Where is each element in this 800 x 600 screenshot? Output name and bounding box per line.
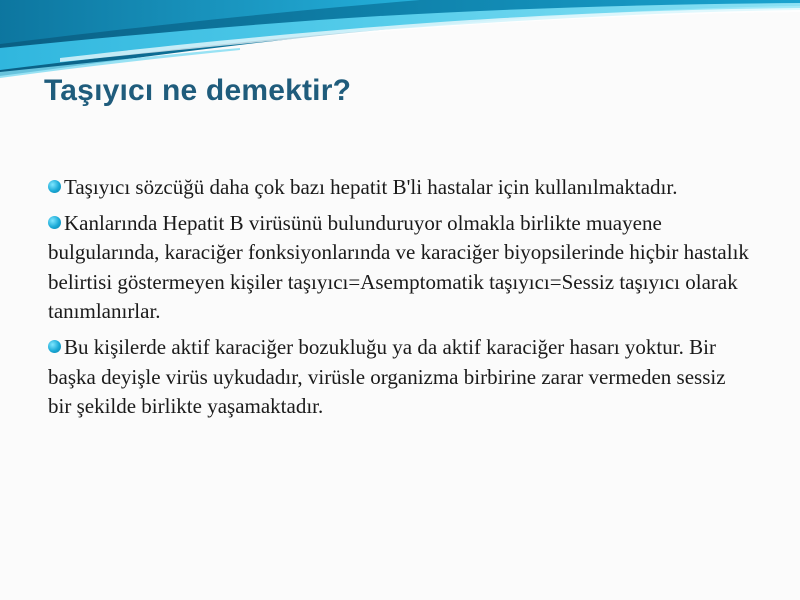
slide-title: Taşıyıcı ne demektir?: [44, 74, 352, 107]
bullet-item: [48, 209, 753, 327]
round-bullet-icon: [48, 216, 61, 229]
bullet-text: Kanlarında Hepatit B virüsünü bulunduruyor olmakla birlikte muayene bulgularında, karaciğer fonksiyonlarında ve karaciğer biyopsilerinde hiçbir hastalık belirtisi göstermeyen kişiler taşıyıcı=Asemptomatik taşıyıcı=Sessiz taşıyıcı olarak tanımlanırlar.: [48, 210, 749, 324]
bullet-text: Taşıyıcı sözcüğü daha çok bazı hepatit B'li hastalar için kullanılmaktadır.: [64, 175, 678, 199]
bullet-text: Bu kişilerde aktif karaciğer bozukluğu ya da aktif karaciğer hasarı yoktur. Bir başka deyişle virüs uykudadır, virüsle organizma birbirine zarar vermeden sessiz bir şekilde birlikte yaşamaktadır.: [48, 334, 726, 419]
bullet-item: [48, 333, 753, 422]
round-bullet-icon: [48, 340, 61, 353]
round-bullet-icon: [48, 180, 61, 193]
bullet-list: [48, 173, 753, 428]
bullet-item: [48, 173, 753, 203]
